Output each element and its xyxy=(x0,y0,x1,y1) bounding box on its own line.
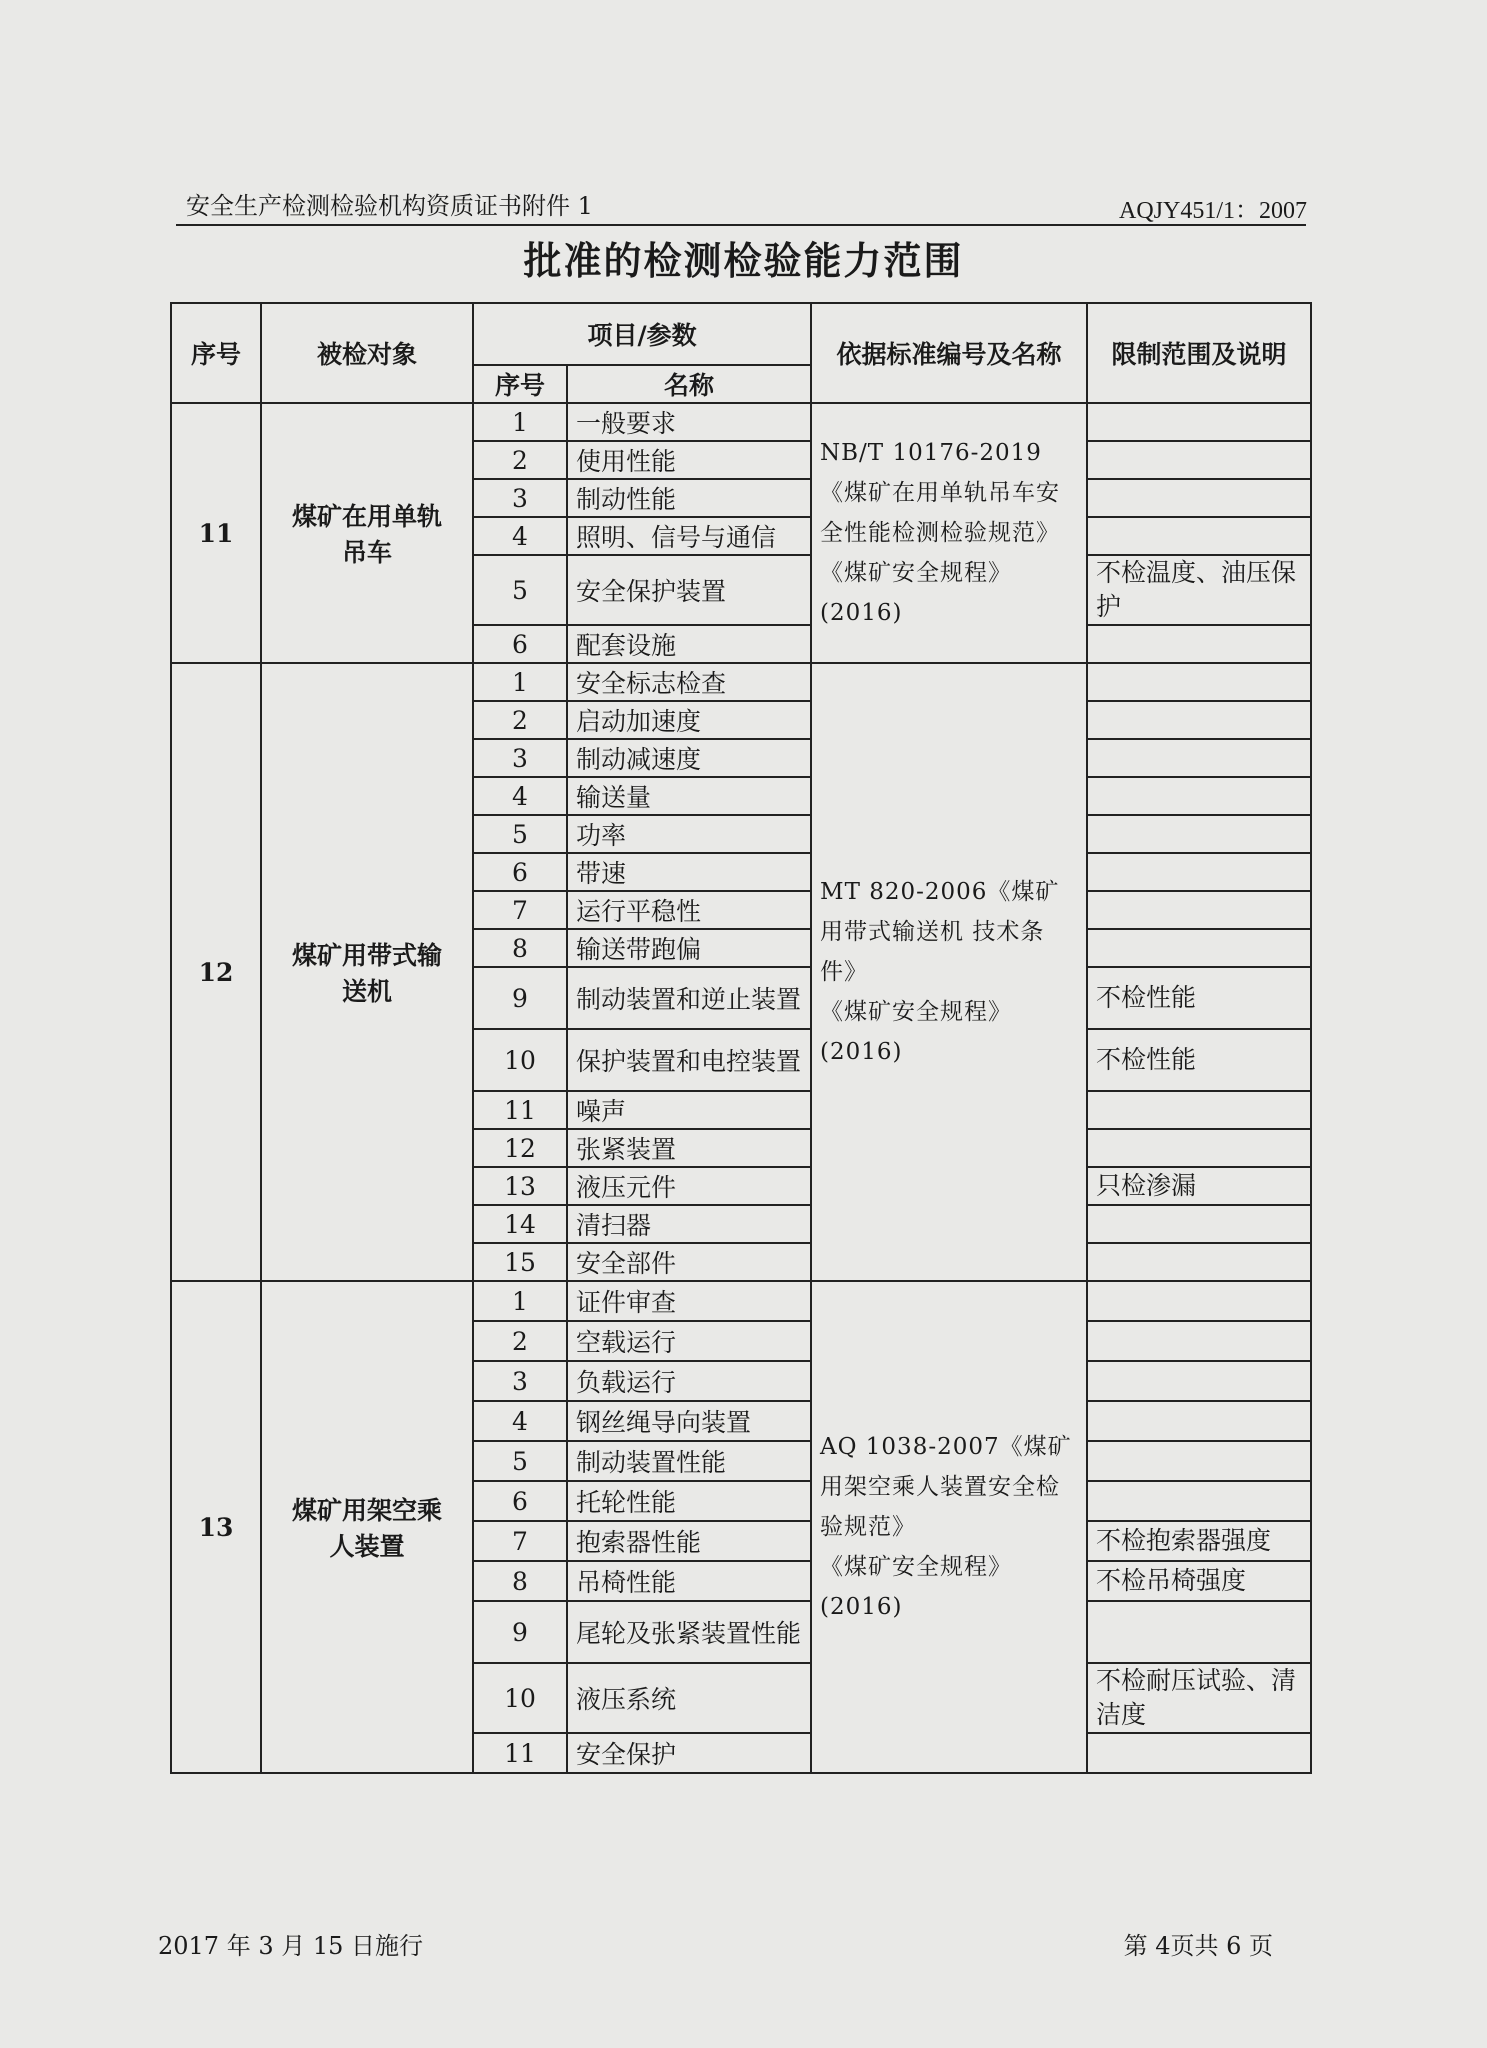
item-name: 配套设施 xyxy=(567,625,811,663)
item-seq: 3 xyxy=(473,739,567,777)
item-name: 抱索器性能 xyxy=(567,1521,811,1561)
group-object: 煤矿在用单轨吊车 xyxy=(261,403,473,663)
item-name: 钢丝绳导向装置 xyxy=(567,1401,811,1441)
item-seq: 9 xyxy=(473,967,567,1029)
item-seq: 4 xyxy=(473,1401,567,1441)
item-limit xyxy=(1087,929,1311,967)
item-seq: 14 xyxy=(473,1205,567,1243)
item-name: 输送量 xyxy=(567,777,811,815)
item-name: 保护装置和电控装置 xyxy=(567,1029,811,1091)
item-limit: 不检吊椅强度 xyxy=(1087,1561,1311,1601)
item-name: 安全部件 xyxy=(567,1243,811,1281)
table-header xyxy=(171,303,1311,403)
item-name: 尾轮及张紧装置性能 xyxy=(567,1601,811,1663)
item-limit xyxy=(1087,1361,1311,1401)
header-certificate-title: 安全生产检测检验机构资质证书附件 1 xyxy=(186,192,593,220)
item-name: 制动减速度 xyxy=(567,739,811,777)
item-seq: 8 xyxy=(473,1561,567,1601)
header-rule xyxy=(176,224,1306,226)
item-name: 安全保护 xyxy=(567,1733,811,1773)
table-row xyxy=(171,663,1311,701)
item-limit xyxy=(1087,739,1311,777)
item-limit xyxy=(1087,701,1311,739)
item-seq: 11 xyxy=(473,1733,567,1773)
group-standard: AQ 1038-2007《煤矿用架空乘人装置安全检验规范》 《煤矿安全规程》(2016) xyxy=(811,1281,1087,1773)
group-standard: MT 820-2006《煤矿用带式输送机 技术条件》 《煤矿安全规程》(2016) xyxy=(811,663,1087,1281)
header-standard: 依据标准编号及名称 xyxy=(811,303,1087,403)
item-limit: 不检抱索器强度 xyxy=(1087,1521,1311,1561)
item-limit xyxy=(1087,1129,1311,1167)
item-seq: 5 xyxy=(473,1441,567,1481)
group-seq: 11 xyxy=(171,403,261,663)
item-limit xyxy=(1087,517,1311,555)
item-limit xyxy=(1087,1601,1311,1663)
item-seq: 9 xyxy=(473,1601,567,1663)
item-limit xyxy=(1087,403,1311,441)
item-name: 负载运行 xyxy=(567,1361,811,1401)
item-seq: 1 xyxy=(473,403,567,441)
item-seq: 15 xyxy=(473,1243,567,1281)
item-limit xyxy=(1087,1205,1311,1243)
footer-effective-date: 2017 年 3 月 15 日施行 xyxy=(158,1932,424,1960)
table-row xyxy=(171,1281,1311,1321)
item-limit xyxy=(1087,1401,1311,1441)
header-document-code: AQJY451/1：2007 xyxy=(1118,198,1307,224)
item-name: 液压系统 xyxy=(567,1663,811,1733)
item-name: 液压元件 xyxy=(567,1167,811,1205)
item-limit xyxy=(1087,441,1311,479)
item-name: 噪声 xyxy=(567,1091,811,1129)
item-name: 吊椅性能 xyxy=(567,1561,811,1601)
item-limit: 只检渗漏 xyxy=(1087,1167,1311,1205)
item-limit: 不检性能 xyxy=(1087,1029,1311,1091)
item-seq: 6 xyxy=(473,625,567,663)
header-seq: 序号 xyxy=(171,303,261,403)
item-limit: 不检耐压试验、清洁度 xyxy=(1087,1663,1311,1733)
item-seq: 7 xyxy=(473,1521,567,1561)
item-limit xyxy=(1087,815,1311,853)
item-name: 张紧装置 xyxy=(567,1129,811,1167)
item-seq: 10 xyxy=(473,1663,567,1733)
item-seq: 10 xyxy=(473,1029,567,1091)
item-name: 制动装置和逆止装置 xyxy=(567,967,811,1029)
group-object: 煤矿用带式输送机 xyxy=(261,663,473,1281)
item-seq: 7 xyxy=(473,891,567,929)
group-object: 煤矿用架空乘人装置 xyxy=(261,1281,473,1773)
item-name: 照明、信号与通信 xyxy=(567,517,811,555)
item-name: 使用性能 xyxy=(567,441,811,479)
item-seq: 6 xyxy=(473,853,567,891)
header-item-name: 名称 xyxy=(567,365,811,403)
group-standard: NB/T 10176-2019《煤矿在用单轨吊车安全性能检测检验规范》 《煤矿安全规程》(2016) xyxy=(811,403,1087,663)
item-name: 证件审查 xyxy=(567,1281,811,1321)
item-limit xyxy=(1087,1243,1311,1281)
item-name: 安全标志检查 xyxy=(567,663,811,701)
item-name: 运行平稳性 xyxy=(567,891,811,929)
item-seq: 2 xyxy=(473,701,567,739)
item-seq: 5 xyxy=(473,555,567,625)
item-seq: 4 xyxy=(473,517,567,555)
item-limit xyxy=(1087,853,1311,891)
header-object: 被检对象 xyxy=(261,303,473,403)
item-limit xyxy=(1087,1733,1311,1773)
item-limit xyxy=(1087,625,1311,663)
item-seq: 13 xyxy=(473,1167,567,1205)
capability-table xyxy=(170,302,1312,1774)
item-name: 安全保护装置 xyxy=(567,555,811,625)
item-seq: 11 xyxy=(473,1091,567,1129)
item-limit xyxy=(1087,1091,1311,1129)
item-limit xyxy=(1087,1281,1311,1321)
item-seq: 3 xyxy=(473,479,567,517)
item-name: 带速 xyxy=(567,853,811,891)
item-limit: 不检温度、油压保护 xyxy=(1087,555,1311,625)
item-limit: 不检性能 xyxy=(1087,967,1311,1029)
item-seq: 8 xyxy=(473,929,567,967)
footer-page-number: 第 4页共 6 页 xyxy=(1123,1932,1273,1960)
item-name: 一般要求 xyxy=(567,403,811,441)
item-name: 制动装置性能 xyxy=(567,1441,811,1481)
group-seq: 12 xyxy=(171,663,261,1281)
header-item-group: 项目/参数 xyxy=(473,303,811,365)
item-seq: 2 xyxy=(473,1321,567,1361)
item-limit xyxy=(1087,891,1311,929)
header-item-seq: 序号 xyxy=(473,365,567,403)
item-seq: 6 xyxy=(473,1481,567,1521)
item-seq: 1 xyxy=(473,663,567,701)
item-limit xyxy=(1087,1321,1311,1361)
item-seq: 3 xyxy=(473,1361,567,1401)
item-limit xyxy=(1087,1481,1311,1521)
item-name: 空载运行 xyxy=(567,1321,811,1361)
item-name: 制动性能 xyxy=(567,479,811,517)
item-name: 启动加速度 xyxy=(567,701,811,739)
header-limit: 限制范围及说明 xyxy=(1087,303,1311,403)
item-name: 功率 xyxy=(567,815,811,853)
item-name: 清扫器 xyxy=(567,1205,811,1243)
page-title: 批准的检测检验能力范围 xyxy=(523,238,964,283)
item-limit xyxy=(1087,479,1311,517)
item-name: 输送带跑偏 xyxy=(567,929,811,967)
item-seq: 5 xyxy=(473,815,567,853)
item-limit xyxy=(1087,1441,1311,1481)
item-limit xyxy=(1087,663,1311,701)
item-seq: 12 xyxy=(473,1129,567,1167)
table-row xyxy=(171,403,1311,441)
group-seq: 13 xyxy=(171,1281,261,1773)
item-seq: 2 xyxy=(473,441,567,479)
item-seq: 1 xyxy=(473,1281,567,1321)
item-seq: 4 xyxy=(473,777,567,815)
item-limit xyxy=(1087,777,1311,815)
item-name: 托轮性能 xyxy=(567,1481,811,1521)
table-body xyxy=(171,403,1311,1773)
